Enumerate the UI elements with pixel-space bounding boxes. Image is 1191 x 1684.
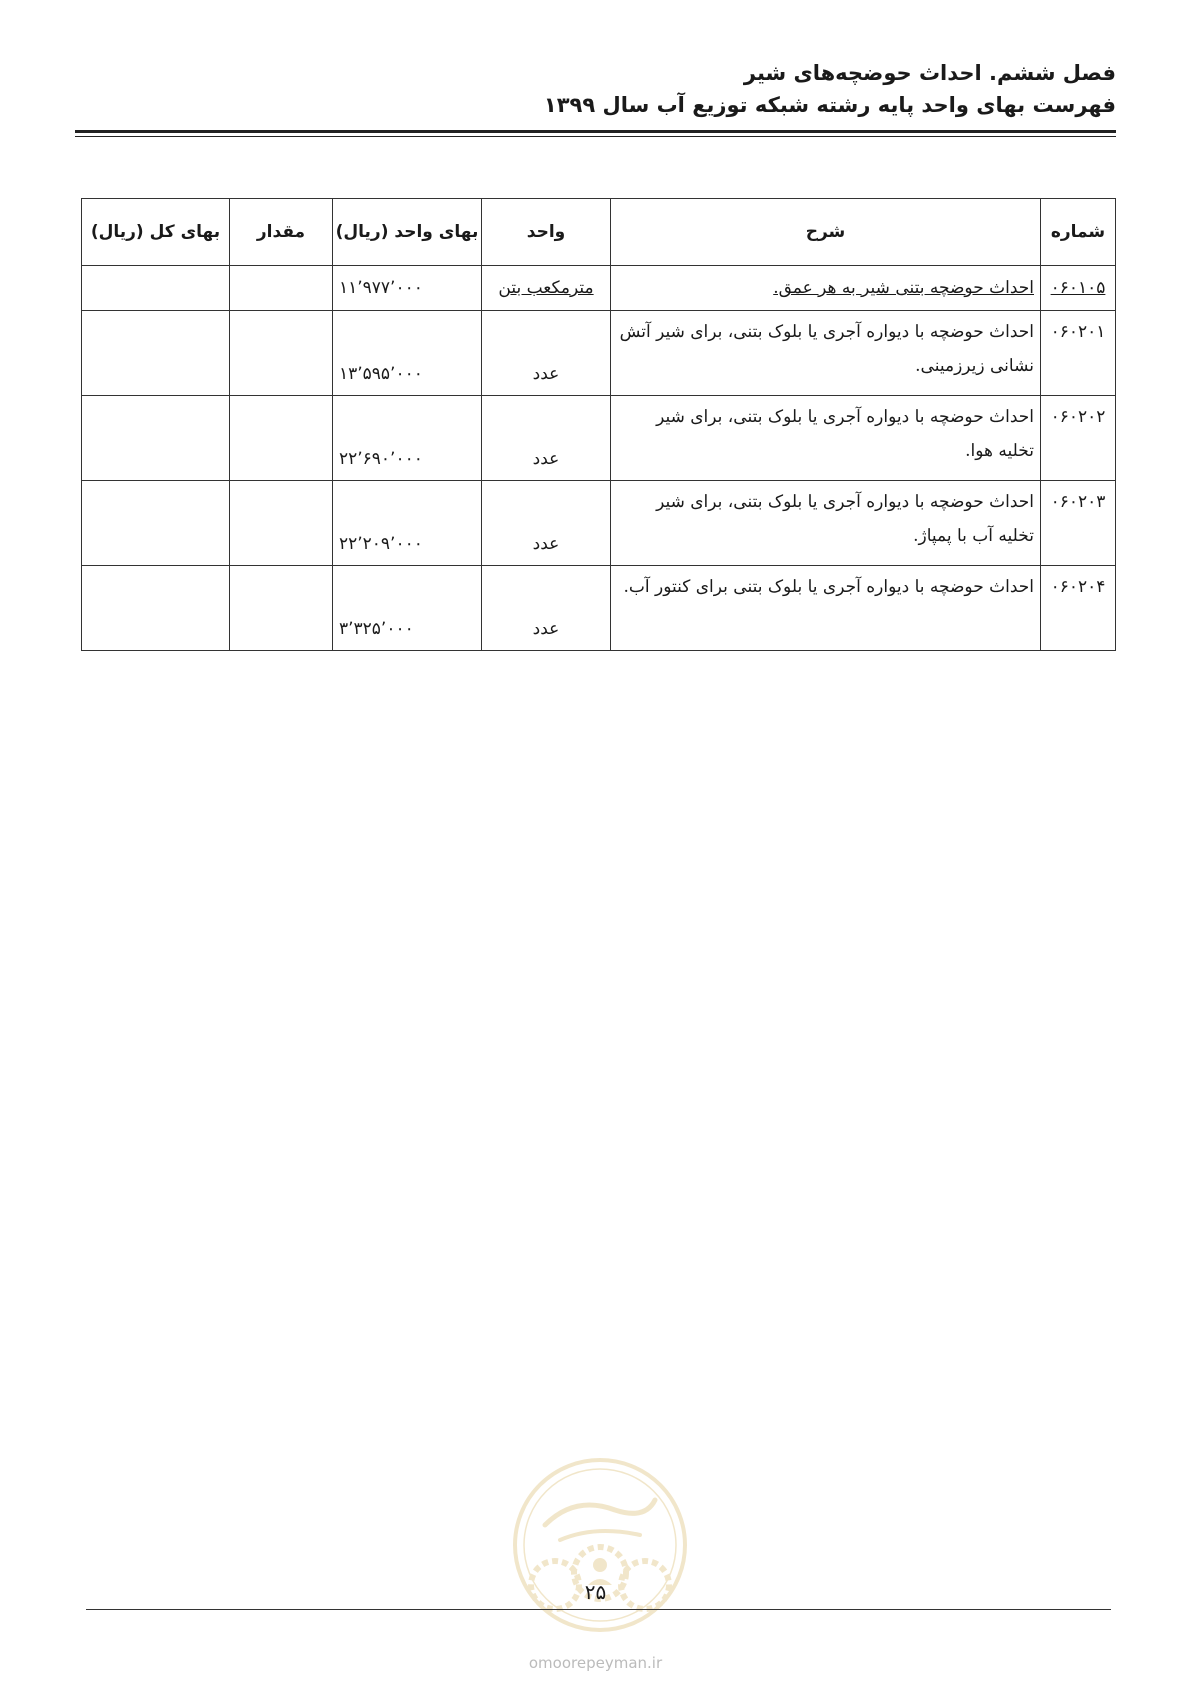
header-rule-thin [75,136,1116,137]
item-unit: مترمکعب بتن [482,266,611,311]
item-total [82,396,230,481]
header-rule-thick [75,130,1116,133]
header-code: شماره [1041,199,1116,266]
item-unit-price: ۲۲٬۲۰۹٬۰۰۰ [333,481,482,566]
header-unit-price: بهای واحد (ریال) [333,199,482,266]
header-quantity: مقدار [230,199,333,266]
page-number: ۲۵ [584,1580,607,1604]
item-code: ۰۶۰۲۰۴ [1041,566,1116,651]
item-code: ۰۶۰۱۰۵ [1041,266,1116,311]
header-unit: واحد [482,199,611,266]
item-code: ۰۶۰۲۰۲ [1041,396,1116,481]
item-total [82,481,230,566]
page-header [544,58,1116,122]
item-quantity [230,481,333,566]
table-row [82,396,1116,481]
item-unit-price: ۱۱٬۹۷۷٬۰۰۰ [333,266,482,311]
item-quantity [230,396,333,481]
table-row [82,311,1116,396]
item-total [82,266,230,311]
item-unit: عدد [482,566,611,651]
item-description: احداث حوضچه با دیواره آجری یا بلوک بتنی، برای شیر تخلیه هوا. [611,396,1041,481]
item-description: احداث حوضچه با دیواره آجری یا بلوک بتنی، برای شیر آتش نشانی زیرزمینی. [611,311,1041,396]
item-total [82,566,230,651]
header-description: شرح [611,199,1041,266]
item-quantity [230,566,333,651]
footer-rule [86,1609,1111,1610]
chapter-title: فصل ششم. احداث حوضچه‌های شیر [743,61,1116,85]
item-description: احداث حوضچه با دیواره آجری یا بلوک بتنی برای کنتور آب. [611,566,1041,651]
watermark-site: omoorepeyman.ir [528,1654,663,1672]
item-description: احداث حوضچه بتنی شیر به هر عمق. [611,266,1041,311]
item-unit-price: ۳٬۳۲۵٬۰۰۰ [333,566,482,651]
item-total [82,311,230,396]
price-table [81,198,1116,651]
item-unit: عدد [482,311,611,396]
table-row [82,566,1116,651]
item-unit: عدد [482,481,611,566]
header-total: بهای کل (ریال) [82,199,230,266]
item-unit-price: ۱۳٬۵۹۵٬۰۰۰ [333,311,482,396]
item-unit-price: ۲۲٬۶۹۰٬۰۰۰ [333,396,482,481]
table-row [82,266,1116,311]
item-code: ۰۶۰۲۰۱ [1041,311,1116,396]
document-subtitle: فهرست بهای واحد پایه رشته شبکه توزیع آب سال ۱۳۹۹ [543,93,1116,117]
item-code: ۰۶۰۲۰۳ [1041,481,1116,566]
watermark-logo-icon [505,1455,695,1645]
table-row [82,481,1116,566]
item-quantity [230,311,333,396]
item-quantity [230,266,333,311]
item-description: احداث حوضچه با دیواره آجری یا بلوک بتنی، برای شیر تخلیه آب با پمپاژ. [611,481,1041,566]
item-unit: عدد [482,396,611,481]
table-header-row [82,199,1116,266]
